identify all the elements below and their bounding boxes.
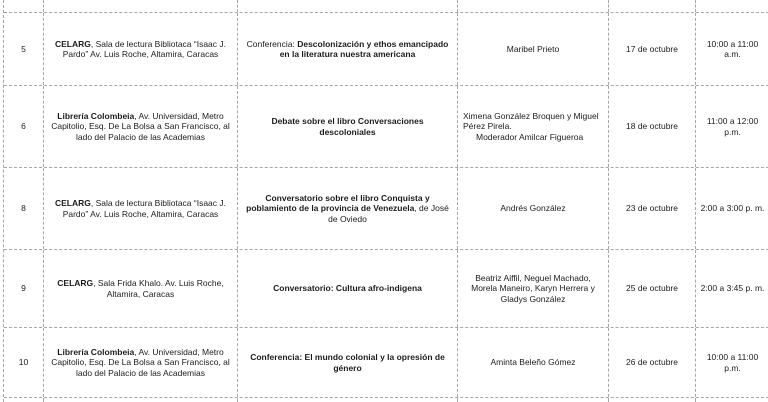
row-number: 6 xyxy=(21,121,26,132)
cell-event xyxy=(238,250,458,327)
cell-speakers xyxy=(458,328,609,397)
location-address: , Sala de lectura Bibliotaca “Isaac J. Pardo” Av. Luis Roche, Altamira, Caracas xyxy=(62,38,226,59)
event-time: 2:00 a 3:00 p. m. xyxy=(700,203,765,214)
cell-date xyxy=(609,13,696,85)
cell-number xyxy=(4,86,44,167)
table-row xyxy=(4,168,768,250)
cell-event xyxy=(238,328,458,397)
cell-time xyxy=(696,398,768,402)
location-address: , Av. Universidad, Metro Capitolio, Esq. De La Bolsa a San Francisco, al lado del Palacio de las Academias xyxy=(51,346,230,378)
cell-number xyxy=(4,328,44,397)
speakers-line: Maribel Prieto xyxy=(506,43,560,54)
event-title: Conferencia: El mundo colonial y la opresión de género xyxy=(250,352,445,373)
event-title: Conversatorio: Cultura afro-indigena xyxy=(273,283,422,294)
cell-location xyxy=(44,328,238,397)
cell-time xyxy=(696,0,768,12)
event-title: Conversatorio sobre el libro Conquista y poblamiento de la provincia de Venezuela xyxy=(246,192,430,214)
speakers-line: Beatriz Aiffil, Neguel Machado, Morela Maneiro, Karyn Herrera y Gladys González xyxy=(471,272,595,304)
speakers-text xyxy=(500,203,565,214)
cell-event xyxy=(238,398,458,402)
cell-event xyxy=(238,13,458,85)
event-date: 26 de octubre xyxy=(626,357,678,368)
location-text xyxy=(48,111,233,143)
event-time: 11:00 a 12:00 p.m. xyxy=(706,116,759,137)
event-title: Descolonización y ethos emancipado en la literatura nuestra americana xyxy=(279,38,449,59)
event-date: 17 de octubre xyxy=(626,43,678,54)
location-venue: CELARG xyxy=(57,278,94,288)
event-text xyxy=(244,39,451,60)
cell-speakers xyxy=(458,398,609,402)
cell-date xyxy=(609,0,696,12)
cell-location xyxy=(44,398,238,402)
moderator-line: Moderador Amilcar Figueroa xyxy=(476,131,584,142)
cell-speakers xyxy=(458,168,609,249)
table-row xyxy=(4,86,768,168)
speakers-line: Aminta Beleño Gómez xyxy=(490,357,576,368)
speakers-text xyxy=(490,357,575,368)
location-address: , Av. Universidad, Metro Capitolio, Esq. De La Bolsa a San Francisco, al lado del Palacio de las Academias xyxy=(51,110,230,142)
cell-speakers xyxy=(458,0,609,12)
table-row xyxy=(4,328,768,398)
event-date: 23 de octubre xyxy=(626,203,678,214)
cell-time xyxy=(696,168,768,249)
row-number: 5 xyxy=(21,43,26,54)
table-row-partial-bottom xyxy=(4,398,768,402)
cell-date xyxy=(609,86,696,167)
event-prefix: Conferencia: xyxy=(246,38,298,49)
speakers-text xyxy=(507,44,559,55)
event-date: 25 de octubre xyxy=(626,283,678,294)
event-suffix: , de José de Oviedo xyxy=(328,203,449,224)
cell-location xyxy=(44,0,238,12)
speakers-text xyxy=(464,273,602,305)
cell-date xyxy=(609,250,696,327)
cell-number xyxy=(4,168,44,249)
cell-time xyxy=(696,250,768,327)
location-venue: CELARG xyxy=(54,198,91,208)
cell-speakers xyxy=(458,86,609,167)
cell-event xyxy=(238,86,458,167)
location-venue: Librería Colombeia xyxy=(57,110,135,121)
location-text xyxy=(48,198,233,219)
speakers-line: Andrés González xyxy=(500,203,566,214)
speakers-line: Ximena González Broquen y Miguel Pérez Pirela. xyxy=(463,110,599,132)
event-text xyxy=(244,116,451,137)
event-time: 10:00 a 11:00 a.m. xyxy=(706,38,759,59)
location-venue: CELARG xyxy=(54,38,91,49)
cell-speakers xyxy=(458,13,609,85)
table-row xyxy=(4,250,768,328)
event-text xyxy=(244,352,451,373)
location-text xyxy=(48,39,233,60)
event-time: 10:00 a 11:00 p.m. xyxy=(706,352,759,373)
event-text xyxy=(273,283,422,294)
location-text xyxy=(48,278,233,299)
cell-number xyxy=(4,398,44,402)
table-row xyxy=(4,13,768,86)
cell-number xyxy=(4,250,44,327)
location-venue: Librería Colombeia xyxy=(57,346,135,357)
cell-number xyxy=(4,13,44,85)
cell-date xyxy=(609,328,696,397)
event-time: 2:00 a 3:45 p. m. xyxy=(700,283,765,294)
cell-time xyxy=(696,13,768,85)
cell-location xyxy=(44,13,238,85)
cell-date xyxy=(609,168,696,249)
row-number: 9 xyxy=(21,283,26,294)
cell-location xyxy=(44,250,238,327)
cell-time xyxy=(696,86,768,167)
row-number: 10 xyxy=(18,357,29,368)
cell-event xyxy=(238,168,458,249)
cell-number xyxy=(4,0,44,12)
event-text xyxy=(244,193,451,225)
table-row-partial-top xyxy=(4,0,768,13)
speakers-text xyxy=(463,111,602,143)
cell-event xyxy=(238,0,458,12)
location-address: , Sala Frida Khalo. Av. Luis Roche, Altamira, Caracas xyxy=(93,278,224,299)
row-number: 8 xyxy=(21,203,26,214)
cell-location xyxy=(44,168,238,249)
cell-date xyxy=(609,398,696,402)
events-schedule-table xyxy=(3,0,768,402)
event-date: 18 de octubre xyxy=(626,121,678,132)
cell-time xyxy=(696,328,768,397)
cell-speakers xyxy=(458,250,609,327)
location-text xyxy=(48,347,233,379)
cell-location xyxy=(44,86,238,167)
event-title: Debate sobre el libro Conversaciones descoloniales xyxy=(271,116,424,137)
location-address: , Sala de lectura Bibliotaca “Isaac J. Pardo” Av. Luis Roche, Altamira, Caracas xyxy=(62,198,226,219)
